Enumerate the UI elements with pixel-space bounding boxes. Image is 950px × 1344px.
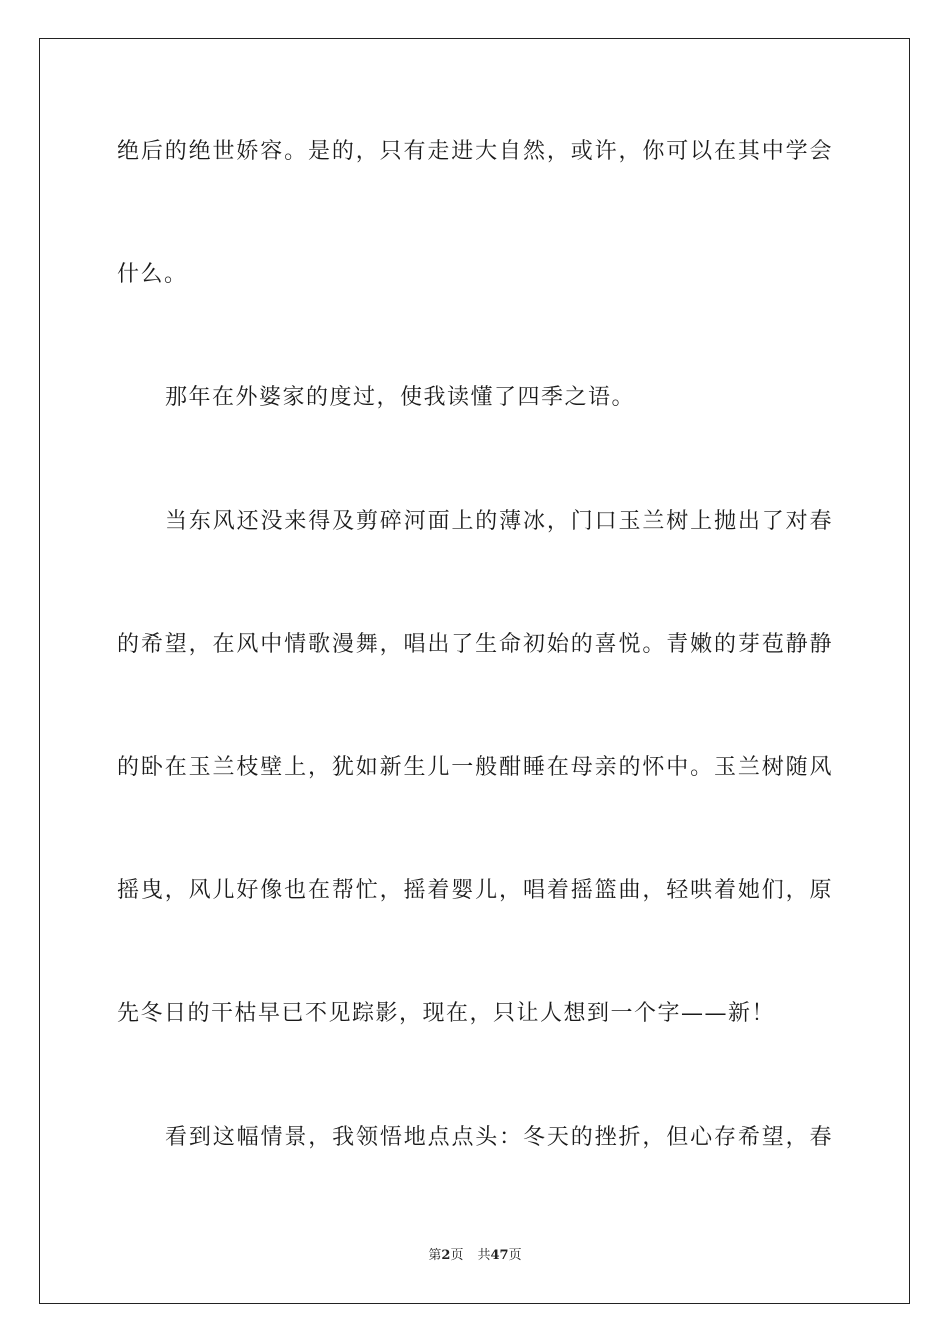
footer-total-prefix: 共 — [477, 1248, 491, 1263]
body-line-6: 的卧在玉兰枝壁上，犹如新生儿一般酣睡在母亲的怀中。玉兰树随风 — [117, 755, 833, 780]
body-line-7: 摇曳，风儿好像也在帮忙，摇着婴儿，唱着摇篮曲，轻哄着她们，原 — [117, 878, 833, 903]
body-line-9: 看到这幅情景，我领悟地点点头：冬天的挫折，但心存希望，春 — [165, 1125, 833, 1150]
footer-page-prefix: 第 — [428, 1248, 442, 1263]
body-line-3: 那年在外婆家的度过，使我读懂了四季之语。 — [165, 385, 636, 410]
page-border — [39, 38, 910, 1304]
footer-page-number: 2 — [441, 1248, 451, 1263]
body-line-2: 什么。 — [117, 262, 188, 287]
footer-total-number: 47 — [490, 1248, 509, 1263]
page-footer — [0, 1247, 950, 1265]
footer-page-suffix: 页 — [450, 1248, 464, 1263]
body-line-1: 绝后的绝世娇容。是的，只有走进大自然，或许，你可以在其中学会 — [117, 139, 833, 164]
footer-total-suffix: 页 — [508, 1248, 522, 1263]
body-line-8: 先冬日的干枯早已不见踪影，现在，只让人想到一个字——新！ — [117, 1001, 776, 1026]
body-line-5: 的希望，在风中情歌漫舞，唱出了生命初始的喜悦。青嫩的芽苞静静 — [117, 632, 833, 657]
body-line-4: 当东风还没来得及剪碎河面上的薄冰，门口玉兰树上抛出了对春 — [165, 509, 833, 534]
